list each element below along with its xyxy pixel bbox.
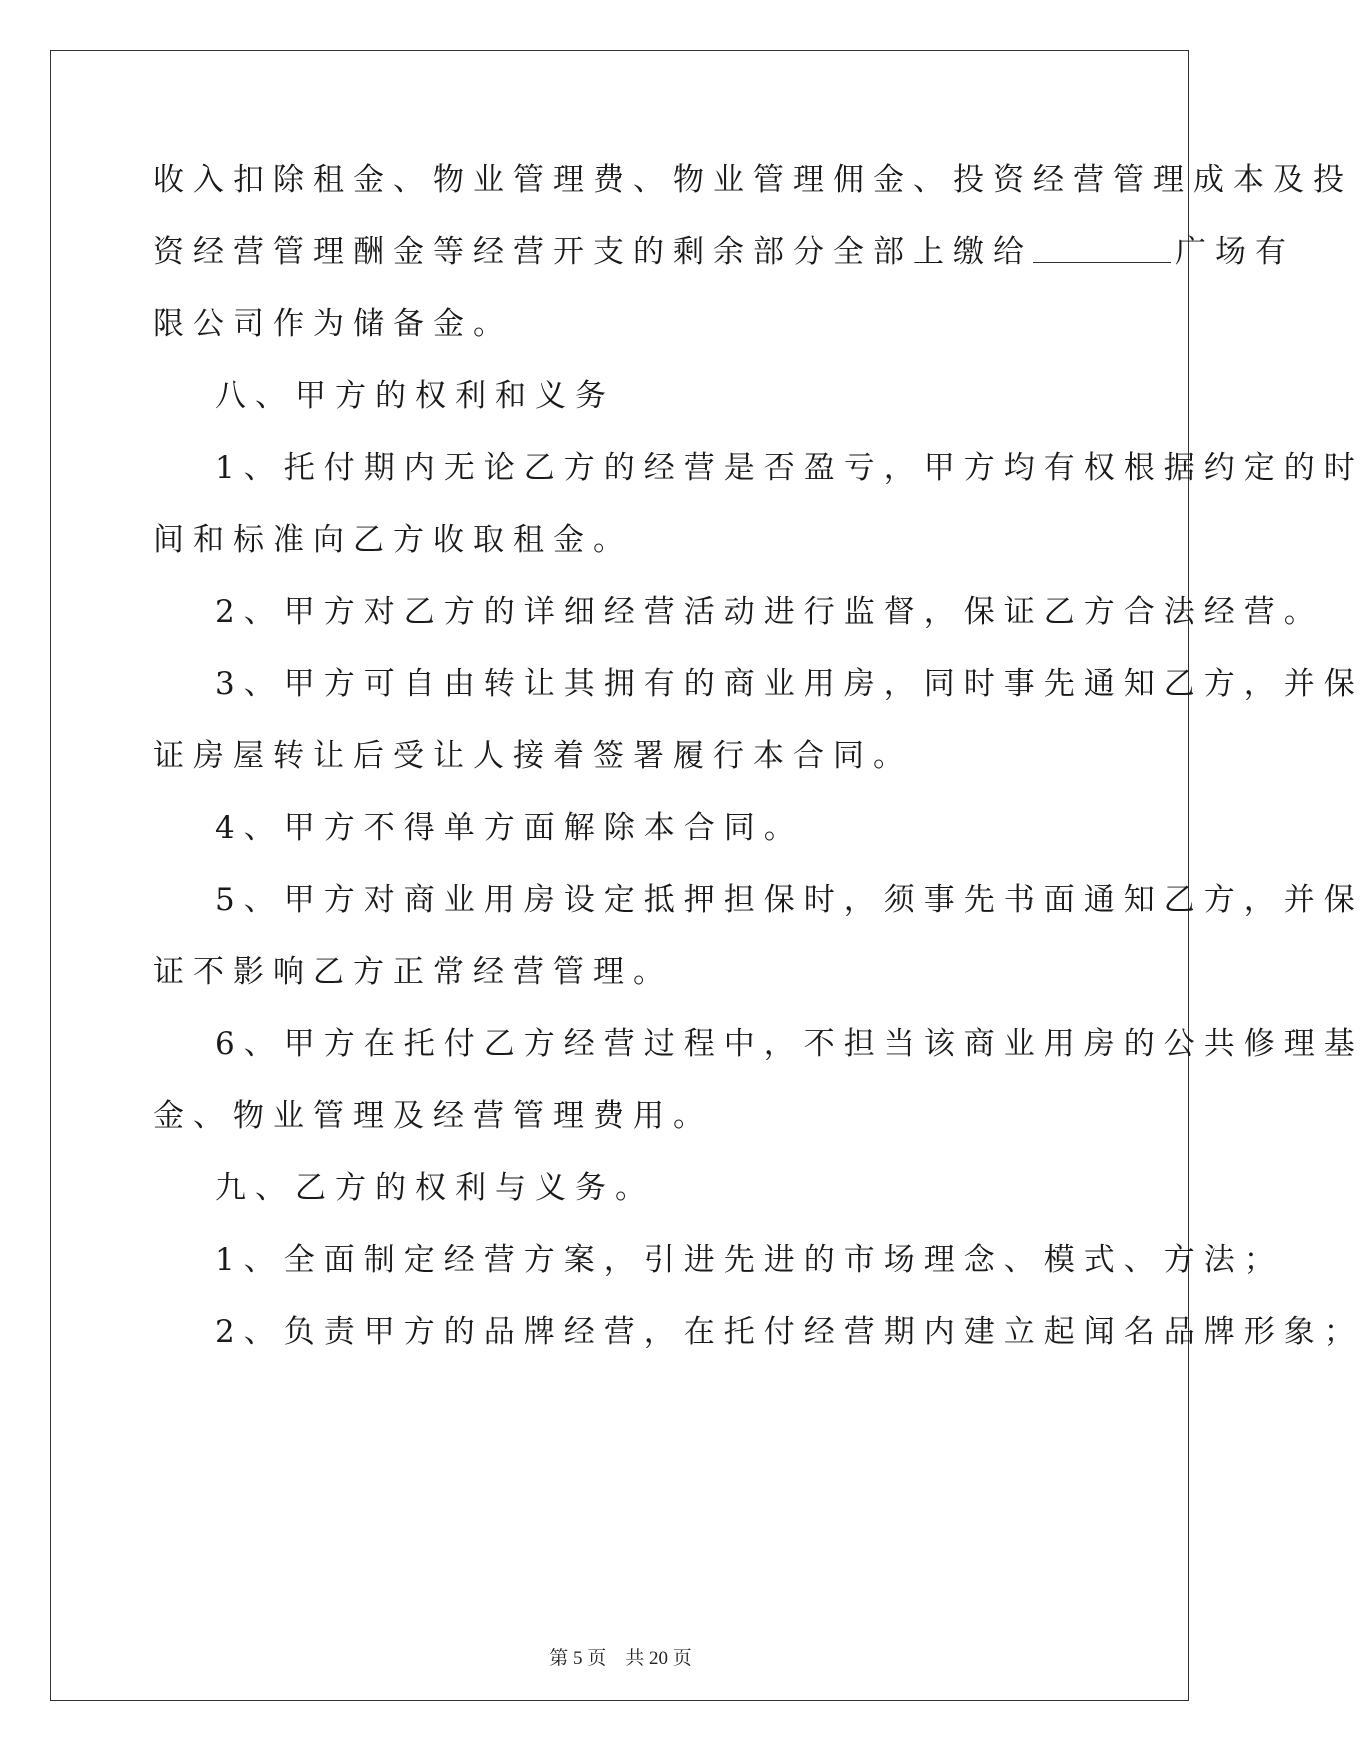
fill-in-blank — [1033, 232, 1171, 263]
paragraph-line: 1、托付期内无论乙方的经营是否盈亏，甲方均有权根据约定的时 — [215, 450, 1364, 486]
page-number-footer: 第 5 页 共 20 页 — [549, 1648, 692, 1669]
paragraph-line: 金、物业管理及经营管理费用。 — [153, 1098, 713, 1134]
line-text: 资经营管理酬金等经营开支的剩余部分全部上缴给 — [153, 234, 1033, 270]
paragraph-line: 6、甲方在托付乙方经营过程中，不担当该商业用房的公共修理基 — [215, 1026, 1364, 1062]
paragraph-line: 4、甲方不得单方面解除本合同。 — [215, 810, 804, 846]
paragraph-line: 1、全面制定经营方案，引进先进的市场理念、模式、方法； — [215, 1242, 1284, 1278]
paragraph-line: 间和标准向乙方收取租金。 — [153, 522, 633, 558]
section-heading: 九、乙方的权利与义务。 — [215, 1170, 655, 1206]
line-text: 广场有 — [1175, 234, 1295, 270]
paragraph-line: 2、负责甲方的品牌经营，在托付经营期内建立起闻名品牌形象； — [215, 1314, 1364, 1350]
paragraph-line: 收入扣除租金、物业管理费、物业管理佣金、投资经营管理成本及投 — [153, 162, 1353, 198]
paragraph-line: 5、甲方对商业用房设定抵押担保时，须事先书面通知乙方，并保 — [215, 882, 1364, 918]
paragraph-line: 证不影响乙方正常经营管理。 — [153, 954, 673, 990]
paragraph-line: 3、甲方可自由转让其拥有的商业用房，同时事先通知乙方，并保 — [215, 666, 1364, 702]
paragraph-line — [153, 232, 1295, 272]
section-heading: 八、甲方的权利和义务 — [215, 378, 615, 414]
paragraph-line: 限公司作为储备金。 — [153, 306, 513, 342]
paragraph-line: 证房屋转让后受让人接着签署履行本合同。 — [153, 738, 913, 774]
paragraph-line: 2、甲方对乙方的详细经营活动进行监督，保证乙方合法经营。 — [215, 594, 1324, 630]
page-border — [50, 50, 1189, 1701]
